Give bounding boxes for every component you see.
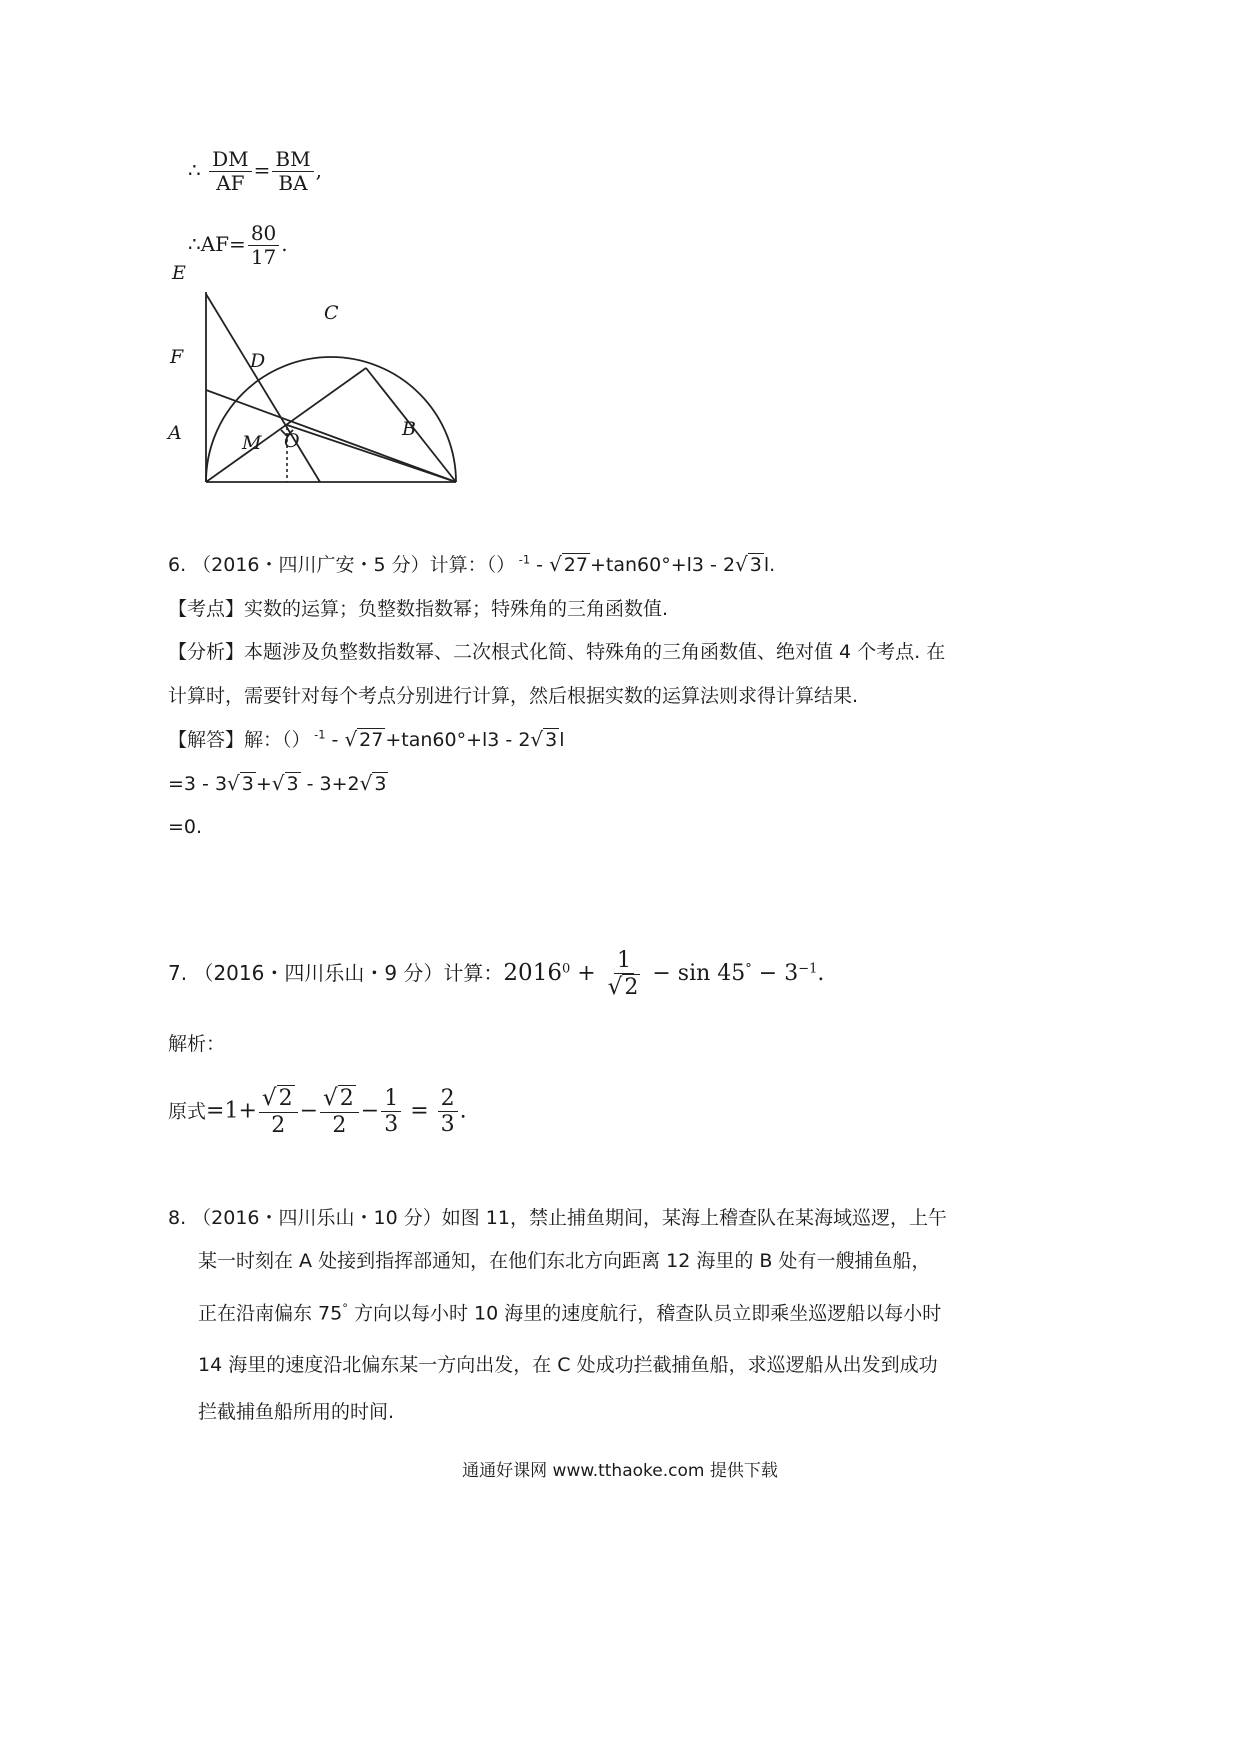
- label-f: F: [170, 346, 184, 368]
- q7-radicand-2: 2: [624, 975, 639, 1001]
- fraction-denominator: 3: [384, 1111, 399, 1137]
- fraction-numerator: DM: [209, 148, 252, 172]
- equals-sign: =: [253, 158, 271, 182]
- q6-sqrt-27: √ 27: [549, 552, 588, 576]
- step1-sqrt-3c: √ 3: [359, 771, 387, 795]
- q7-frac2: [320, 1085, 359, 1138]
- q7-minus-b: −: [360, 1098, 380, 1124]
- q8-line3-a: 正在沿南偏东 75: [198, 1302, 343, 1325]
- label-e: E: [172, 262, 186, 284]
- fraction-denominator: 17: [250, 245, 277, 269]
- q6-step1: [168, 771, 388, 797]
- page-footer: 通通好课网 www.tthaoke.com 提供下载: [462, 1461, 778, 1481]
- step1-c: ‑ 3+2: [300, 773, 360, 795]
- fraction-numerator: 1: [381, 1086, 401, 1112]
- jieda-sqrt-27: √ 27: [344, 727, 384, 751]
- q7-solution: [168, 1085, 467, 1138]
- fraction-numerator: √2: [259, 1085, 298, 1113]
- jieda-radicand-27: 27: [359, 729, 384, 751]
- q7-frac3: [381, 1086, 401, 1138]
- label-c: C: [324, 302, 339, 324]
- q7-header: [168, 948, 824, 1001]
- fraction-denominator: BA: [278, 171, 308, 195]
- jieda-prefix: 解：（）: [244, 729, 311, 751]
- fraction-bm-ba: [272, 148, 313, 195]
- radicand: 2: [339, 1086, 354, 1111]
- q6-plus-tan: +tan60°+l3 ‑ 2: [589, 554, 736, 576]
- segment-eo: [206, 294, 320, 482]
- fraction-denominator: AF: [216, 171, 245, 195]
- q6-close: l.: [763, 554, 776, 576]
- fraction-numerator: √2: [320, 1085, 359, 1113]
- step1-sqrt-3a: √ 3: [227, 771, 254, 795]
- q6-radicand-3: 3: [749, 554, 762, 576]
- radicand: 3: [286, 773, 299, 795]
- fraction-dm-af: [209, 148, 252, 195]
- fraction-denominator: 2: [332, 1112, 347, 1138]
- semicircle: [206, 357, 456, 482]
- label-m: M: [242, 432, 262, 454]
- jieda-sqrt-3: √ 3: [530, 727, 558, 751]
- jieda-plus: +tan60°+l3 ‑ 2: [385, 729, 531, 751]
- q7-eq1: =1+: [206, 1098, 257, 1124]
- q7-minus-a: −: [299, 1098, 319, 1124]
- q6-kaodian: [168, 597, 668, 622]
- step1-b: +: [255, 773, 272, 795]
- q7-minus3: − 3: [751, 960, 799, 986]
- af-result-line: [188, 222, 288, 269]
- q7-minus-sin: − sin 45: [645, 960, 746, 986]
- q7-exp0: 0: [561, 961, 571, 977]
- proportion-line: [188, 148, 322, 195]
- q7-jiexi: 解析：: [168, 1033, 226, 1055]
- q7-end: .: [459, 1098, 467, 1124]
- fraction-denominator: 3: [440, 1111, 455, 1137]
- q6-header: [168, 552, 775, 578]
- period: .: [281, 232, 288, 256]
- q8-line3-b: 方向以每小时 10 海里的速度航行，稽查队员立即乘坐巡逻船以每小时: [347, 1302, 942, 1325]
- jieda-tag: 【解答】: [168, 729, 245, 751]
- yuanshi: 原式: [168, 1100, 207, 1123]
- q6-fenxi-line1: [168, 640, 945, 665]
- therefore-symbol: ∴: [188, 158, 201, 182]
- q7-fraction: [605, 948, 644, 1001]
- jieda-exp: ‑1: [310, 727, 326, 742]
- fenxi-tag: 【分析】: [168, 641, 245, 663]
- q7-frac4: [438, 1086, 458, 1138]
- q6-sqrt-3: √ 3: [735, 552, 762, 576]
- kaodian-text: 实数的运算；负整数指数幂；特殊角的三角函数值.: [244, 598, 669, 620]
- q6-step2: =0.: [168, 816, 203, 838]
- q6-jieda: [168, 727, 565, 753]
- jieda-radicand-3: 3: [545, 729, 558, 751]
- q7-period: .: [817, 960, 825, 986]
- q7-frac1: [259, 1085, 298, 1138]
- fraction-numerator: BM: [272, 148, 313, 172]
- comma: ,: [315, 158, 322, 182]
- q7-plus: +: [570, 960, 603, 986]
- radicand: 3: [241, 773, 254, 795]
- fraction-numerator: 2: [438, 1086, 458, 1112]
- step1-a: =3 ‑ 3: [168, 773, 228, 795]
- q8-line2: 某一时刻在 A 处接到指挥部通知，在他们东北方向距离 12 海里的 B 处有一艘捕鱼船，: [198, 1250, 931, 1272]
- jieda-close: l: [559, 729, 565, 751]
- q7-header-prefix: 7. （2016・四川乐山・9 分）计算：: [168, 960, 504, 985]
- kaodian-tag: 【考点】: [168, 598, 245, 620]
- radicand: 3: [374, 773, 387, 795]
- q7-base: 2016: [503, 959, 562, 986]
- q6-header-prefix: 6. （2016・四川广安・5 分）计算：（）: [168, 554, 516, 576]
- q7-deg: °: [745, 961, 752, 977]
- q7-eq2: =: [403, 1098, 436, 1124]
- fraction-80-17: [248, 222, 279, 269]
- fenxi-text-1: 本题涉及负整数指数幂、二次根式化简、特殊角的三角函数值、绝对值 4 个考点. 在: [244, 641, 946, 663]
- fraction-denominator: 2: [271, 1112, 286, 1138]
- step1-sqrt-3b: √ 3: [271, 771, 299, 795]
- label-d: D: [250, 350, 266, 372]
- radicand: 2: [278, 1086, 293, 1111]
- q8-line3: [198, 1301, 941, 1326]
- label-o: O: [284, 430, 300, 452]
- label-b: B: [402, 418, 416, 440]
- segment-db: [287, 425, 456, 482]
- q6-radicand-27: 27: [563, 554, 588, 576]
- af-prefix: ∴AF=: [188, 232, 246, 256]
- q7-frac-den: √2: [607, 974, 639, 1001]
- q8-deg: °: [342, 1301, 348, 1315]
- q6-fenxi-line2: 计算时，需要针对每个考点分别进行计算，然后根据实数的运算法则求得计算结果.: [168, 685, 859, 707]
- q8-line4: 14 海里的速度沿北偏东某一方向出发，在 C 处成功拦截捕鱼船，求巡逻船从出发到成功: [198, 1354, 938, 1376]
- jieda-minus: ‑: [325, 729, 345, 751]
- label-a: A: [168, 422, 182, 444]
- q7-frac-num: 1: [614, 948, 634, 974]
- q6-exp: ‑1: [515, 552, 531, 567]
- q6-minus: ‑: [530, 554, 550, 576]
- q8-line5: 拦截捕鱼船所用的时间.: [198, 1401, 395, 1423]
- fraction-numerator: 80: [248, 222, 279, 246]
- q7-exp-neg1: −1: [798, 961, 818, 977]
- q8-line1: 8. （2016・四川乐山・10 分）如图 11，禁止捕鱼期间，某海上稽查队在某海域巡逻，上午: [168, 1207, 947, 1229]
- segment-ac: [206, 368, 366, 482]
